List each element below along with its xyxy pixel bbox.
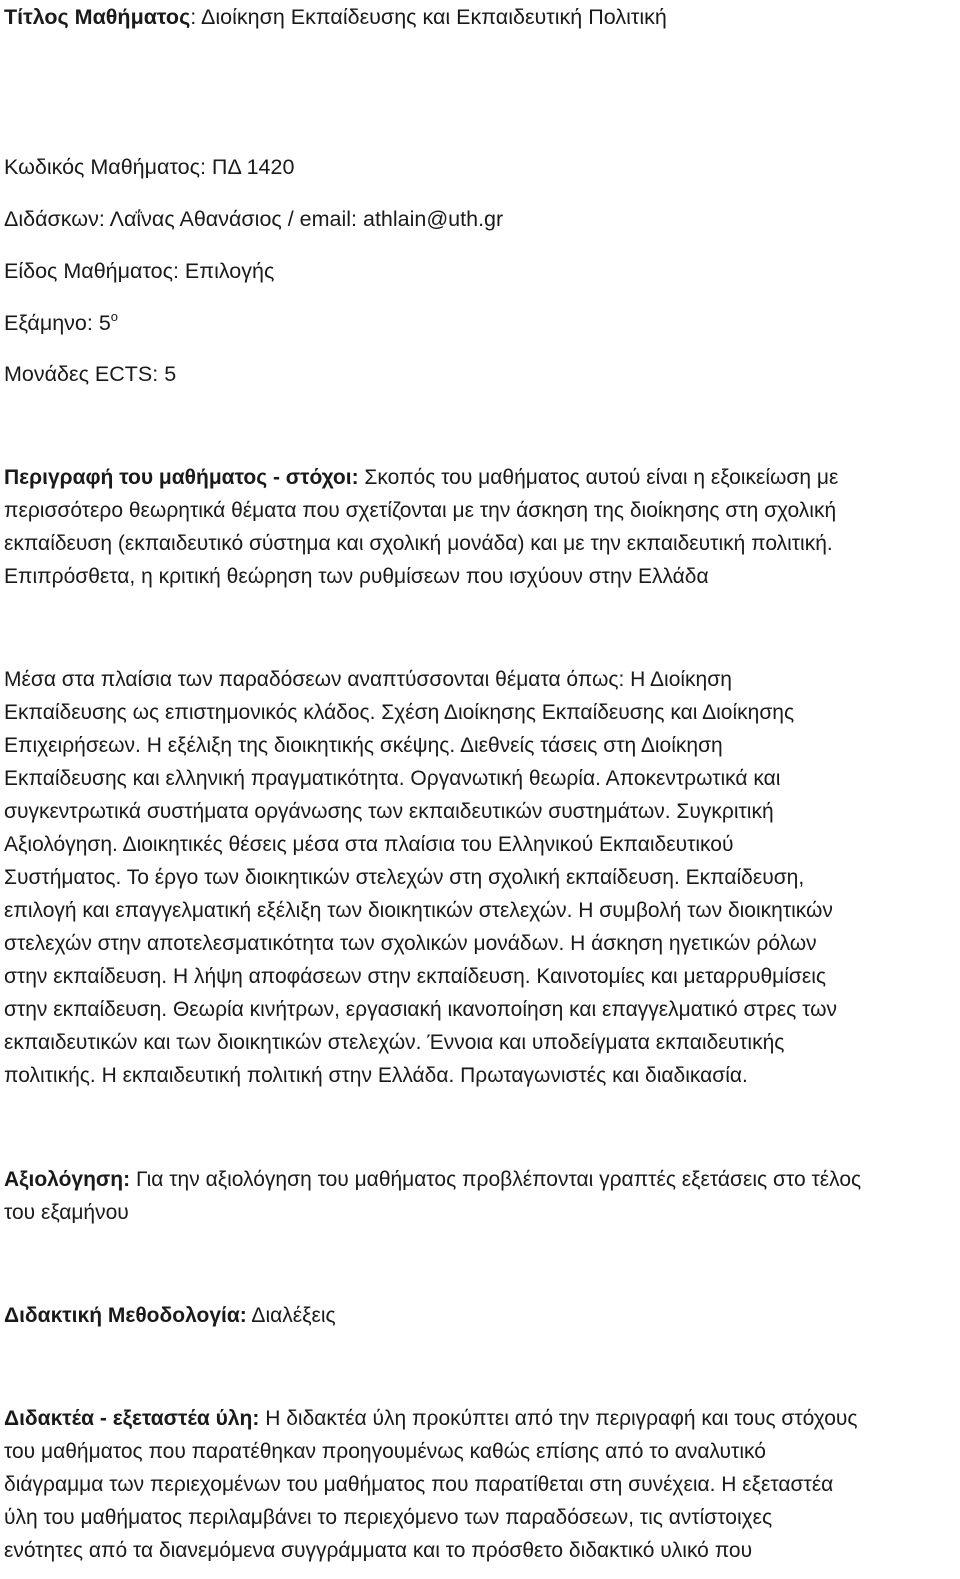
methodology-heading: Διδακτική Μεθοδολογία:	[4, 1304, 247, 1327]
material-heading: Διδακτέα - εξεταστέα ύλη:	[4, 1407, 260, 1430]
description-line-1: Περιγραφή του μαθήματος - στόχοι: Σκοπός του μαθήματος αυτού είναι η εξοικείωση με	[4, 466, 839, 489]
methodology-value: Διαλέξεις	[246, 1304, 336, 1327]
topics-line: Αξιολόγηση. Διοικητικές θέσεις μέσα στα πλαίσια του Ελληνικού Εκπαιδευτικού	[4, 833, 734, 856]
topics-line: συγκεντρωτικά συστήματα οργάνωσης των εκπαιδευτικών συστημάτων. Συγκριτική	[4, 800, 774, 823]
material-line: του μαθήματος που παρατέθηκαν προηγουμένως καθώς επίσης από το αναλυτικό	[4, 1440, 766, 1463]
material-line: ενότητες από τα διανεμόμενα συγγράμματα και το πρόσθετο διδακτικό υλικό που	[4, 1539, 753, 1562]
topics-line: Μέσα στα πλαίσια των παραδόσεων αναπτύσσονται θέματα όπως: Η Διοίκηση	[4, 668, 732, 691]
course-type: Είδος Μαθήματος: Επιλογής	[4, 259, 275, 283]
topics-line: εκπαιδευτικών και των διοικητικών στελεχών. Έννοια και υποδείγματα εκπαιδευτικής	[4, 1031, 785, 1054]
course-instructor: Διδάσκων: Λαΐνας Αθανάσιος / email: athlain@uth.gr	[4, 207, 504, 231]
topics-line: Συστήματος. Το έργο των διοικητικών στελεχών στη σχολική εκπαίδευση. Εκπαίδευση,	[4, 866, 805, 889]
course-title-value: : Διοίκηση Εκπαίδευσης και Εκπαιδευτική Πολιτική	[190, 5, 667, 29]
course-semester-suffix: ο	[110, 309, 119, 324]
assessment-line-2: του εξαμήνου	[4, 1201, 129, 1224]
description-line-2: περισσότερο θεωρητικά θέματα που σχετίζονται με την άσκηση της διοίκησης στη σχολική	[4, 499, 837, 522]
material-line: διάγραμμα των περιεχομένων του μαθήματος που παρατίθεται στη συνέχεια. Η εξεταστέα	[4, 1473, 834, 1496]
topics-line: στην εκπαίδευση. Θεωρία κινήτρων, εργασιακή ικανοποίηση και επαγγελματικό στρες των	[4, 998, 837, 1021]
topics-line: Εκπαίδευσης ως επιστημονικός κλάδος. Σχέση Διοίκησης Εκπαίδευσης και Διοίκησης	[4, 701, 795, 724]
course-semester-label: Εξάμηνο: 5	[4, 311, 111, 335]
topics-section	[4, 663, 952, 1092]
topics-line: στελεχών στην αποτελεσματικότητα των σχολικών μονάδων. Η άσκηση ηγετικών ρόλων	[4, 932, 817, 955]
course-code: Κωδικός Μαθήματος: ΠΔ 1420	[4, 155, 295, 179]
assessment-section	[4, 1163, 952, 1229]
topics-line: στην εκπαίδευση. Η λήψη αποφάσεων στην εκπαίδευση. Καινοτομίες και μεταρρυθμίσεις	[4, 965, 827, 988]
assessment-heading: Αξιολόγηση:	[4, 1168, 131, 1191]
material-line-1: Διδακτέα - εξεταστέα ύλη: Η διδακτέα ύλη προκύπτει από την περιγραφή και τους στόχους	[4, 1407, 858, 1430]
assessment-line-1: Αξιολόγηση: Για την αξιολόγηση του μαθήματος προβλέπονται γραπτές εξετάσεις στο τέλος	[4, 1168, 862, 1191]
description-section	[4, 461, 952, 593]
topics-line: Επιχειρήσεων. Η εξέλιξη της διοικητικής σκέψης. Διεθνείς τάσεις στη Διοίκηση	[4, 734, 723, 757]
course-ects: Μονάδες ECTS: 5	[4, 362, 177, 386]
topics-line: πολιτικής. Η εκπαιδευτική πολιτική στην Ελλάδα. Πρωταγωνιστές και διαδικασία.	[4, 1064, 748, 1087]
course-title-label: Τίτλος Μαθήματος	[4, 5, 191, 29]
material-line: ύλη του μαθήματος περιλαμβάνει το περιεχόμενο των παραδόσεων, τις αντίστοιχες	[4, 1506, 773, 1529]
course-title	[4, 2, 667, 32]
topics-line: Εκπαίδευσης και ελληνική πραγματικότητα. Οργανωτική θεωρία. Αποκεντρωτικά και	[4, 767, 781, 790]
description-line-3: εκπαίδευση (εκπαιδευτικό σύστημα και σχολική μονάδα) και με την εκπαιδευτική πολιτική.	[4, 532, 833, 555]
course-semester	[4, 308, 118, 338]
methodology-section	[4, 1299, 952, 1332]
topics-line: επιλογή και επαγγελματική εξέλιξη των διοικητικών στελεχών. Η συμβολή των διοικητικών	[4, 899, 833, 922]
description-heading: Περιγραφή του μαθήματος - στόχοι:	[4, 466, 359, 489]
description-line-4: Επιπρόσθετα, η κριτική θεώρηση των ρυθμίσεων που ισχύουν στην Ελλάδα	[4, 565, 709, 588]
material-section	[4, 1402, 952, 1567]
